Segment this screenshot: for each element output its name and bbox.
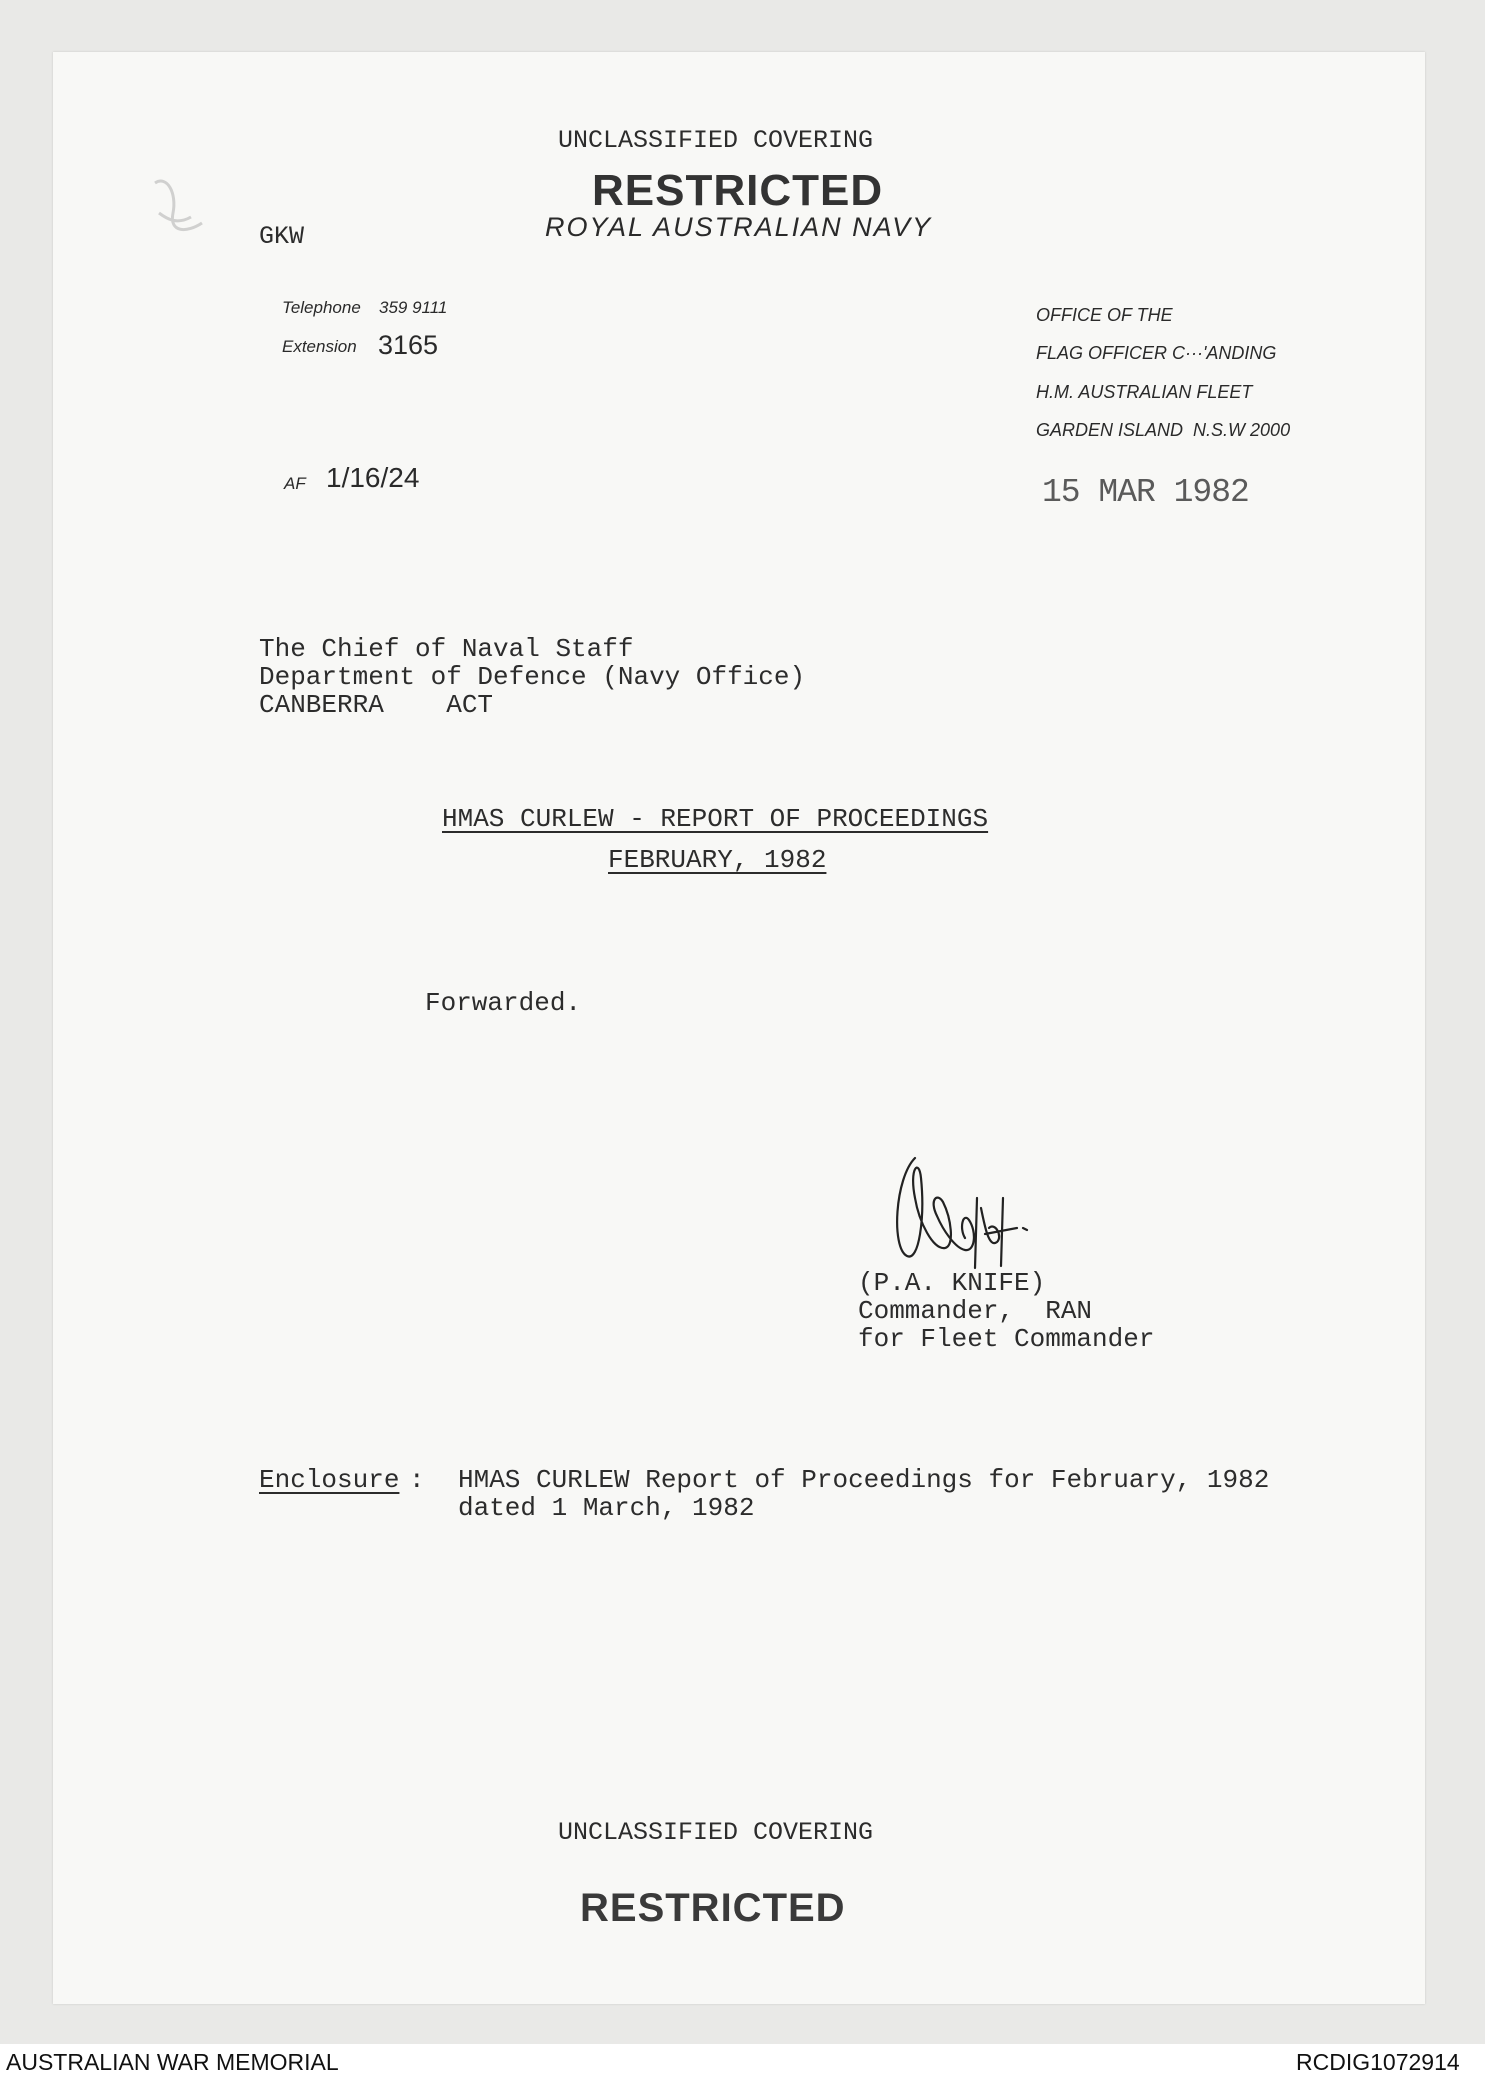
page-mark xyxy=(128,155,200,235)
addressee-line-3: CANBERRA ACT xyxy=(259,690,494,720)
signatory-role: for Fleet Commander xyxy=(858,1324,1155,1354)
signatory-rank: Commander, RAN xyxy=(858,1296,1093,1326)
classification-bottom: UNCLASSIFIED COVERING xyxy=(558,1818,874,1847)
handwritten-signature xyxy=(866,1120,1016,1270)
enclosure-line-2: dated 1 March, 1982 xyxy=(458,1493,755,1523)
body-text: Forwarded. xyxy=(425,988,582,1018)
restricted-top-stamp: RESTRICTED xyxy=(592,166,884,215)
reference-initials: GKW xyxy=(259,222,305,251)
archive-institution: AUSTRALIAN WAR MEMORIAL xyxy=(6,2049,339,2075)
subject-line-1: HMAS CURLEW - REPORT OF PROCEEDINGS xyxy=(442,804,989,834)
file-label: AF xyxy=(284,474,306,493)
file-number: 1/16/24 xyxy=(326,462,420,493)
restricted-bottom-stamp: RESTRICTED xyxy=(580,1886,846,1930)
enclosure-colon: : xyxy=(409,1465,425,1495)
telephone-number: 359 9111 xyxy=(379,298,448,317)
classification-top: UNCLASSIFIED COVERING xyxy=(558,126,874,155)
signatory-name: (P.A. KNIFE) xyxy=(858,1268,1046,1298)
subject-line-2: FEBRUARY, 1982 xyxy=(608,845,827,875)
telephone-label: Telephone xyxy=(282,298,361,317)
extension-number: 3165 xyxy=(378,330,439,360)
extension-label: Extension xyxy=(282,337,357,356)
addressee-line-2: Department of Defence (Navy Office) xyxy=(259,662,806,692)
office-line-4: GARDEN ISLAND N.S.W 2000 xyxy=(1036,420,1291,440)
enclosure-label: Enclosure xyxy=(259,1465,400,1495)
office-line-2: FLAG OFFICER C···'ANDING xyxy=(1036,343,1277,363)
office-line-3: H.M. AUSTRALIAN FLEET xyxy=(1036,382,1253,402)
organisation-name: ROYAL AUSTRALIAN NAVY xyxy=(545,212,933,242)
enclosure-line-1: HMAS CURLEW Report of Proceedings for February, 1982 xyxy=(458,1465,1270,1495)
addressee-line-1: The Chief of Naval Staff xyxy=(259,634,634,664)
office-line-1: OFFICE OF THE xyxy=(1036,305,1173,325)
date-stamp: 15 MAR 1982 xyxy=(1042,474,1249,511)
archive-item-id: RCDIG1072914 xyxy=(1296,2049,1460,2075)
